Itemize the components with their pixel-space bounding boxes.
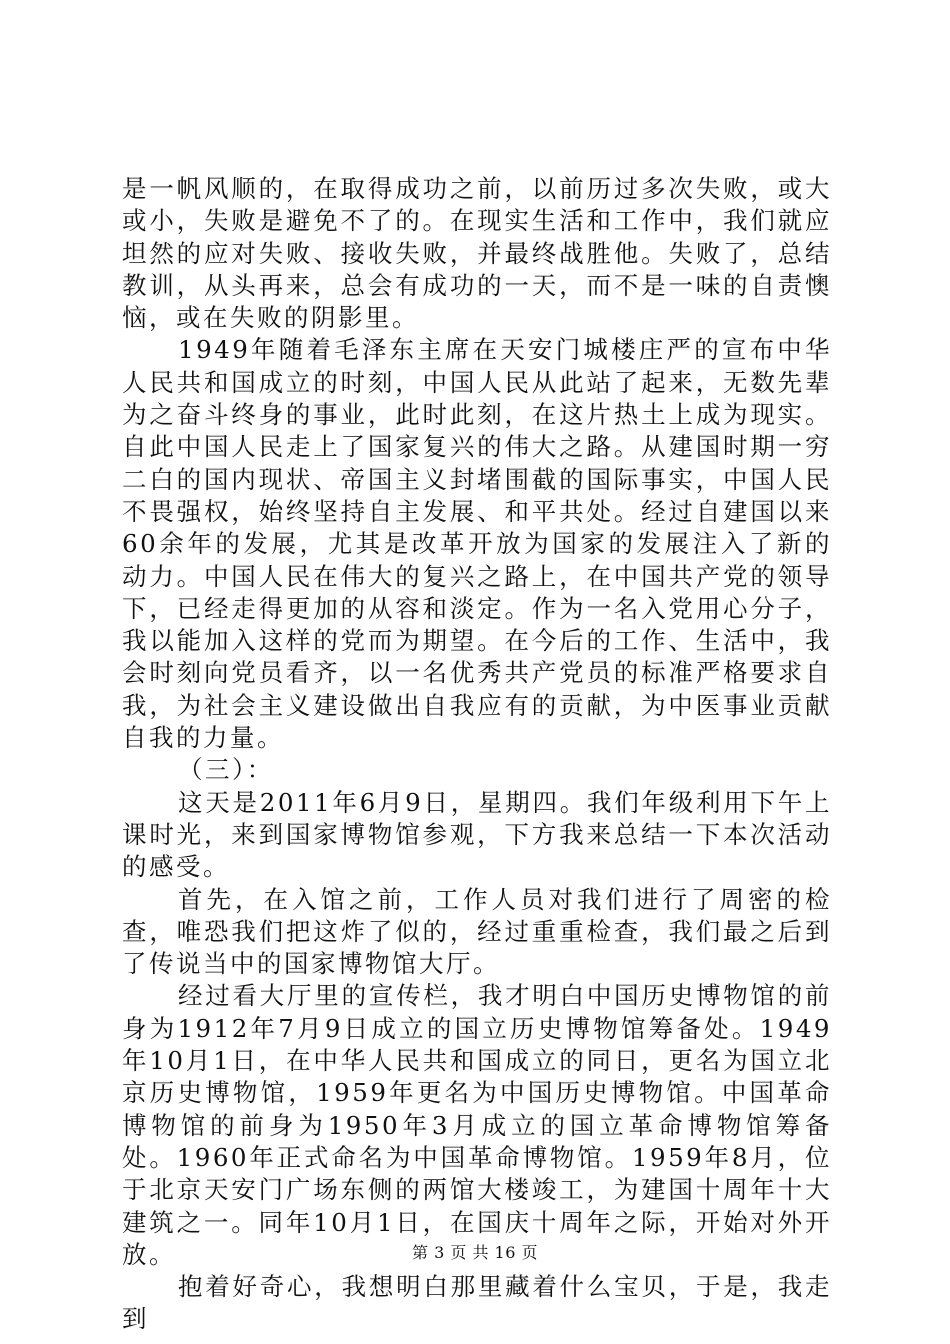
page-number-footer: 第 3 页 共 16 页	[412, 1243, 538, 1262]
paragraph-founding: 1949年随着毛泽东主席在天安门城楼庄严的宣布中华人民共和国成立的时刻，中国人民从此站了起来，无数先辈为之奋斗终身的事业，此时此刻，在这片热土上成为现实。自此中国人民走上了国家复兴的伟大之路。从建国时期一穷二白的国内现状、帝国主义封堵围截的国际事实，中国人民不畏强权，始终坚持自主发展、和平共处。经过自建国以来60余年的发展，尤其是改革开放为国家的发展注入了新的动力。中国人民在伟大的复兴之路上，在中国共产党的领导下，已经走得更加的从容和淡定。作为一名入党用心分子，我以能加入这样的党而为期望。在今后的工作、生活中，我会时刻向党员看齐，以一名优秀共产党员的标准严格要求自我，为社会主义建设做出自我应有的贡献，为中医事业贡献自我的力量。	[122, 335, 832, 753]
section-heading-three: （三）：	[178, 755, 274, 785]
paragraph-date: 这天是2011年6月9日，星期四。我们年级利用下午上课时光，来到国家博物馆参观，下方我来总结一下本次活动的感受。	[122, 787, 832, 882]
paragraph-continuation: 是一帆风顺的，在取得成功之前，以前历过多次失败，或大或小，失败是避免不了的。在现实生活和工作中，我们就应坦然的应对失败、接收失败，并最终战胜他。失败了，总结教训，从头再来，总会有成功的一天，而不是一味的自责懊恼，或在失败的阴影里。	[122, 174, 832, 333]
paragraph-museum-history: 经过看大厅里的宣传栏，我才明白中国历史博物馆的前身为1912年7月9日成立的国立历史博物馆筹备处。1949年10月1日，在中华人民共和国成立的同日，更名为国立北京历史博物馆，1959年更名为中国历史博物馆。中国革命博物馆的前身为1950年3月成立的国立革命博物馆筹备处。1960年正式命名为中国革命博物馆。1959年8月，位于北京天安门广场东侧的两馆大楼竣工，为建国十周年十大建筑之一。同年10月1日，在国庆十周年之际，开始对外开放。	[122, 981, 832, 1269]
body-text	[122, 173, 832, 1336]
paragraph-curiosity: 抱着好奇心，我想明白那里藏着什么宝贝，于是，我走到	[122, 1272, 832, 1334]
paragraph-entry: 首先，在入馆之前，工作人员对我们进行了周密的检查，唯恐我们把这炸了似的，经过重重检查，我们最之后到了传说当中的国家博物馆大厅。	[122, 884, 832, 979]
